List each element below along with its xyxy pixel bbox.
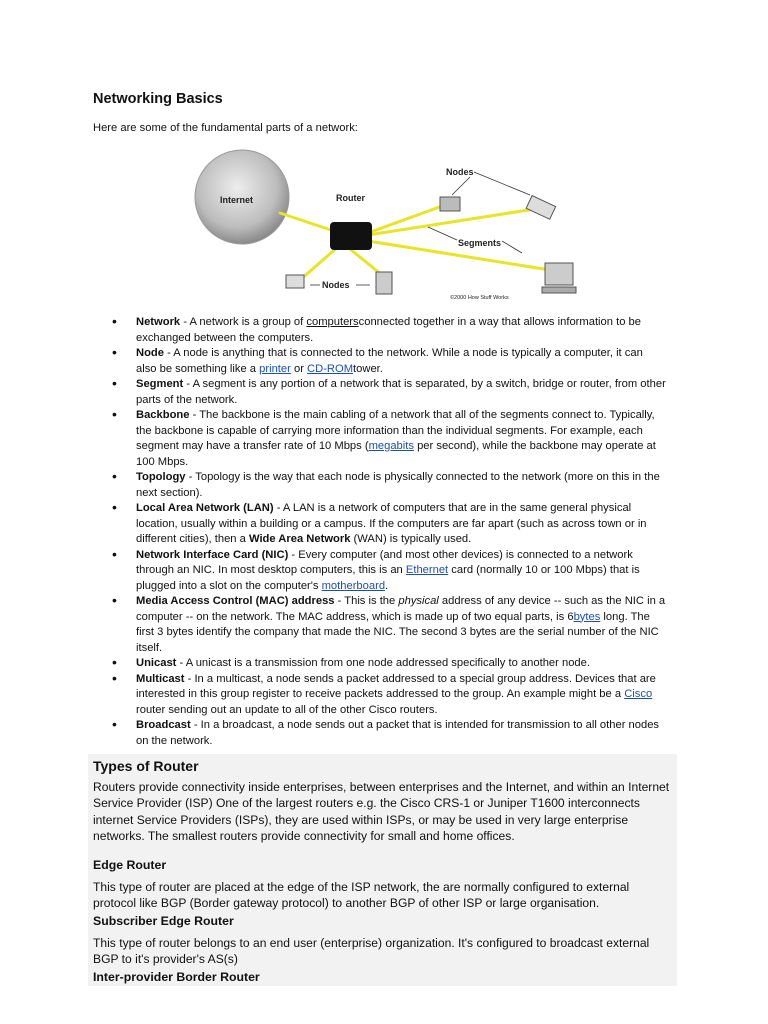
list-item: • Broadcast - In a broadcast, a node sends out a packet that is intended for transmission to all other nodes on the network. xyxy=(106,718,666,749)
nodes-top-label: Nodes xyxy=(446,167,474,177)
cisco-link[interactable]: Cisco xyxy=(624,688,653,700)
intro-text: Here are some of the fundamental parts of a network: xyxy=(93,122,358,134)
bytes-link[interactable]: bytes xyxy=(573,610,601,623)
list-item: • Multicast - In a multicast, a node sends a packet addressed to a special group address. Devices that are interested in this group register to receive packets addressed to the group. An example might be a Cisco router sending out an update to all of the other Cisco routers. xyxy=(106,672,666,719)
node-desktop-icon xyxy=(545,263,573,285)
list-item: • Node - A node is anything that is connected to the network. While a node is typically a computer, it can also be something like a printer or CD-ROMtower. xyxy=(106,346,666,377)
list-item: • Network Interface Card (NIC) - Every computer (and most other devices) is connected to a network through an NIC. In most desktop computers, this is an Ethernet card (normally 10 or 100 Mbps) that is plugged into a slot on the computer's motherboard. xyxy=(106,548,666,595)
list-item: • Topology - Topology is the way that each node is physically connected to the network (more on this in the next section). xyxy=(106,470,666,501)
router-types-heading: Types of Router xyxy=(93,758,199,774)
subscriber-edge-router-heading: Subscriber Edge Router xyxy=(93,914,234,928)
network-cables xyxy=(280,205,550,280)
router-types-panel xyxy=(88,754,677,986)
internet-label: Internet xyxy=(220,195,254,205)
page-title: Networking Basics xyxy=(93,91,223,107)
nodes-bottom-label: Nodes xyxy=(322,280,350,290)
megabits-link[interactable]: megabits xyxy=(368,440,414,452)
ethernet-link[interactable]: Ethernet xyxy=(405,564,449,576)
list-item: • Network - A network is a group of computersconnected together in a way that allows information to be exchanged between the computers. xyxy=(106,315,666,346)
node-tower-icon xyxy=(376,272,392,294)
segments-label: Segments xyxy=(458,238,502,248)
list-item: • Segment - A segment is any portion of a network that is separated, by a switch, bridge or router, from other parts of the network. xyxy=(106,377,666,408)
edge-router-heading: Edge Router xyxy=(93,858,167,872)
router-icon xyxy=(330,222,372,250)
subscriber-edge-router-text: This type of router belongs to an end user (enterprise) organization. It's configured to broadcast external BGP to it's provider's AS(s) xyxy=(93,936,650,967)
node-printer-icon xyxy=(526,196,555,220)
figure-credit: ©2000 How Stuff Works xyxy=(450,295,509,301)
printer-link[interactable]: printer xyxy=(259,362,291,375)
definitions-list xyxy=(106,315,666,749)
router-label: Router xyxy=(336,193,365,203)
list-item: • Unicast - A unicast is a transmission from one node addressed specifically to another node. xyxy=(106,656,666,672)
list-item: • Backbone - The backbone is the main cabling of a network that all of the segments connect to. Typically, the backbone is capable of carrying more information than the individual segments. For example, each segment may have a transfer rate of 10 Mbps (megabits per second), while the backbone may operate at 100 Mbps. xyxy=(106,408,666,470)
router-types-intro: Routers provide connectivity inside enterprises, between enterprises and the Internet, and within an Internet Service Provider (ISP) One of the largest routers e.g. the Cisco CRS-1 or Juniper T1600 interconnects internet Service Providers (ISPs), they are used within ISPs, or may be used in very large enterprise networks. The smallest routers provide connectivity for small and home offices. xyxy=(93,780,670,843)
inter-provider-router-heading: Inter-provider Border Router xyxy=(93,970,260,984)
network-diagram xyxy=(190,145,580,305)
list-item: • Local Area Network (LAN) - A LAN is a network of computers that are in the same general physical location, usually within a building or a campus. If the computers are far apart (such as across town or in different cities), then a Wide Area Network (WAN) is typically used. xyxy=(106,501,666,548)
motherboard-link[interactable]: motherboard xyxy=(321,579,386,592)
cd-rom-link[interactable]: CD-ROM xyxy=(307,362,354,375)
node-laptop-icon xyxy=(286,275,304,288)
node-computer-icon xyxy=(440,197,460,211)
list-item: • Media Access Control (MAC) address - This is the physical address of any device -- such as the NIC in a computer -- on the network. The MAC address, which is made up of two equal parts, is 6bytes long. The first 3 bytes identify the company that made the NIC. The second 3 bytes are the serial number of the NIC itself. xyxy=(106,594,666,656)
edge-router-text: This type of router are placed at the edge of the ISP network, the are normally configured to external protocol like BGP (Border gateway protocol) to another BGP of other ISP or large organisation. xyxy=(93,880,630,911)
